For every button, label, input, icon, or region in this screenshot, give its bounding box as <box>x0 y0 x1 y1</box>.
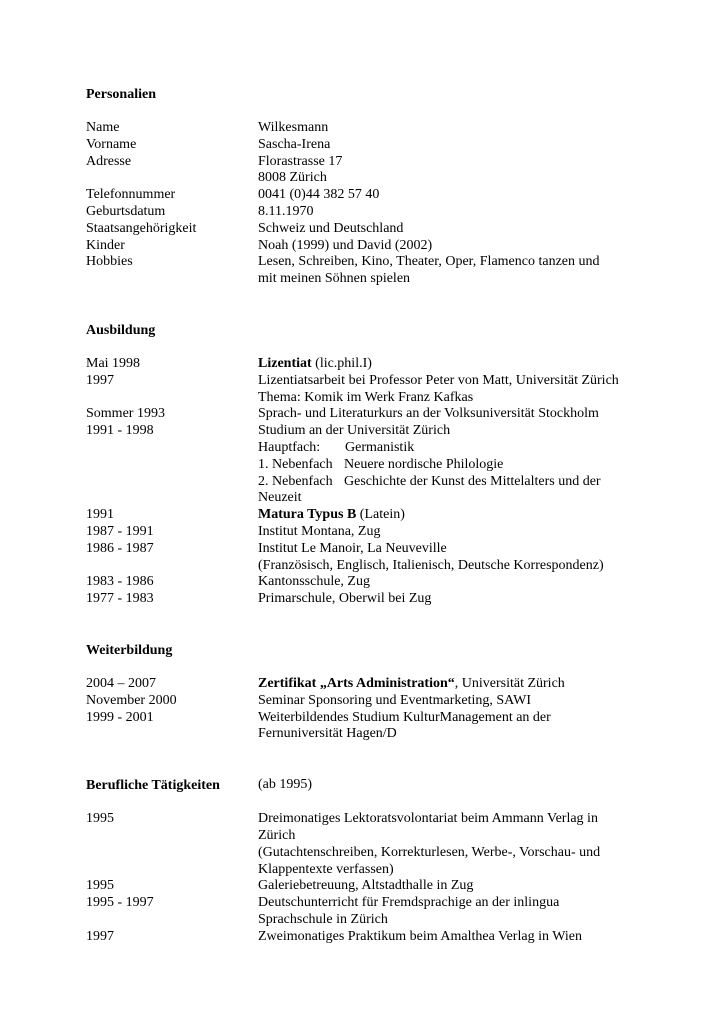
entry-label: Adresse <box>86 153 132 169</box>
entry-line: Sprach- und Literaturkurs an der Volksuniversität Stockholm <box>258 406 599 422</box>
section-title-personalien: Personalien <box>86 87 156 102</box>
section-title-ausbildung: Ausbildung <box>86 322 156 338</box>
entry-row <box>86 895 666 929</box>
subject-label: Hauptfach: <box>258 439 321 455</box>
entry-line: Weiterbildendes Studium KulturManagement an der <box>258 709 551 725</box>
entry-label: Mai 1998 <box>86 355 141 371</box>
entry-title: Zertifikat „Arts Administration“ <box>258 675 455 691</box>
ausbildung-list <box>86 356 666 608</box>
entry-row <box>86 693 666 710</box>
entry-label: 2004 – 2007 <box>86 675 156 691</box>
entry-label: Telefonnummer <box>86 187 176 203</box>
subject-name: Germanistik <box>345 439 415 455</box>
entry-label: 1986 - 1987 <box>86 540 154 556</box>
personalien-list <box>86 120 666 288</box>
entry-row <box>86 423 666 440</box>
section-header-beruf <box>86 777 666 794</box>
entry-label: 1999 - 2001 <box>86 709 154 725</box>
subject-name: Geschichte der Kunst des Mittelalters und der <box>344 473 601 489</box>
subject-label: 1. Nebenfach <box>258 456 333 472</box>
entry-value <box>258 204 666 221</box>
entry-value <box>258 406 666 423</box>
entry-label: 1997 <box>86 372 114 388</box>
entry-title: Lizentiat <box>258 355 312 371</box>
entry-label: Staatsangehörigkeit <box>86 220 197 236</box>
entry-value <box>258 895 666 929</box>
entry-row <box>86 238 666 255</box>
entry-row <box>86 356 666 373</box>
entry-label <box>86 457 258 474</box>
entry-line: Studium an der Universität Zürich <box>258 423 451 439</box>
entry-line: Wilkesmann <box>258 120 329 135</box>
entry-label: November 2000 <box>86 692 177 708</box>
entry-value <box>258 221 666 238</box>
entry-row <box>86 154 666 188</box>
entry-value <box>258 710 666 744</box>
entry-row <box>86 676 666 693</box>
entry-value <box>258 440 666 457</box>
entry-row <box>86 490 666 507</box>
entry-line: Deutschunterricht für Fremdsprachige an der inlingua <box>258 895 560 911</box>
entry-value <box>258 490 666 507</box>
entry-row <box>86 187 666 204</box>
entry-row <box>86 406 666 423</box>
entry-value <box>258 187 666 204</box>
entry-line: Zürich <box>258 827 296 843</box>
entry-value <box>258 154 666 188</box>
entry-line: Klappentexte verfassen) <box>258 861 394 877</box>
entry-row <box>86 878 666 895</box>
entry-value <box>258 137 666 154</box>
entry-value <box>258 693 666 710</box>
entry-line: 8.11.1970 <box>258 203 314 219</box>
entry-line: (Französisch, Englisch, Italienisch, Deutsche Korrespondenz) <box>258 557 604 573</box>
entry-line: 8008 Zürich <box>258 170 327 186</box>
entry-detail: (Latein) <box>356 507 405 523</box>
entry-row <box>86 137 666 154</box>
entry-line: Lesen, Schreiben, Kino, Theater, Oper, Flamenco tanzen und <box>258 254 600 270</box>
entry-value <box>258 356 666 373</box>
entry-label <box>86 474 258 491</box>
entry-detail: (lic.phil.I) <box>311 355 372 371</box>
weiterbildung-list <box>86 676 666 743</box>
entry-value <box>258 457 666 474</box>
entry-label: 1995 <box>86 811 114 827</box>
entry-value <box>258 238 666 255</box>
entry-line: Institut Montana, Zug <box>258 523 381 539</box>
entry-line: Neuzeit <box>258 490 302 506</box>
beruf-since: (ab 1995) <box>258 777 313 793</box>
entry-line: Galeriebetreuung, Altstadthalle in Zug <box>258 878 474 894</box>
entry-line: Florastrasse 17 <box>258 153 343 169</box>
entry-row <box>86 811 666 878</box>
entry-value <box>258 120 666 137</box>
entry-row <box>86 541 666 575</box>
entry-line: Fernuniversität Hagen/D <box>258 726 397 742</box>
subject-label: 2. Nebenfach <box>258 473 333 489</box>
entry-line: Sprachschule in Zürich <box>258 911 388 927</box>
entry-row <box>86 929 666 946</box>
entry-value <box>258 254 666 288</box>
entry-line: Primarschule, Oberwil bei Zug <box>258 591 432 607</box>
entry-value <box>258 591 666 608</box>
entry-row <box>86 254 666 288</box>
entry-row <box>86 574 666 591</box>
entry-row <box>86 457 666 474</box>
entry-line: 0041 (0)44 382 57 40 <box>258 187 380 203</box>
entry-value <box>258 811 666 878</box>
entry-line: Dreimonatiges Lektoratsvolontariat beim Ammann Verlag in <box>258 811 598 827</box>
subject-name: Neuere nordische Philologie <box>344 456 504 472</box>
entry-value <box>258 878 666 895</box>
entry-label: 1995 - 1997 <box>86 895 154 911</box>
entry-label: 1987 - 1991 <box>86 523 154 539</box>
entry-row <box>86 373 666 407</box>
entry-label <box>86 490 258 507</box>
entry-line: mit meinen Söhnen spielen <box>258 271 411 287</box>
entry-value <box>258 574 666 591</box>
entry-label: 1977 - 1983 <box>86 591 154 607</box>
entry-row <box>86 204 666 221</box>
entry-label: 1997 <box>86 928 114 944</box>
entry-row <box>86 120 666 137</box>
entry-value <box>258 524 666 541</box>
section-title-beruf: Berufliche Tätigkeiten <box>86 778 220 794</box>
entry-row <box>86 591 666 608</box>
entry-line: Zweimonatiges Praktikum beim Amalthea Verlag in Wien <box>258 928 582 944</box>
entry-row <box>86 507 666 524</box>
entry-value <box>258 676 666 693</box>
entry-value <box>258 929 666 946</box>
entry-line: Institut Le Manoir, La Neuveville <box>258 540 447 556</box>
entry-value <box>258 423 666 440</box>
entry-label: 1995 <box>86 878 114 894</box>
entry-line: Lizentiatsarbeit bei Professor Peter von Matt, Universität Zürich <box>258 372 619 388</box>
entry-value <box>258 373 666 407</box>
entry-row <box>86 474 666 491</box>
entry-label: Geburtsdatum <box>86 203 166 219</box>
entry-row <box>86 221 666 238</box>
cv-page <box>86 86 666 945</box>
entry-label: 1983 - 1986 <box>86 574 154 590</box>
entry-line: Noah (1999) und David (2002) <box>258 237 433 253</box>
entry-label: Vorname <box>86 136 137 152</box>
entry-row <box>86 440 666 457</box>
entry-title: Matura Typus B <box>258 507 357 523</box>
entry-value <box>258 507 666 524</box>
entry-label: Name <box>86 120 120 135</box>
entry-label <box>86 440 258 457</box>
entry-line: (Gutachtenschreiben, Korrekturlesen, Werbe-, Vorschau- und <box>258 844 601 860</box>
entry-line: Seminar Sponsoring und Eventmarketing, SAWI <box>258 692 532 708</box>
entry-row <box>86 524 666 541</box>
entry-label: 1991 <box>86 507 114 523</box>
entry-value <box>258 474 666 491</box>
entry-row <box>86 710 666 744</box>
section-title-weiterbildung: Weiterbildung <box>86 642 173 658</box>
entry-label: Hobbies <box>86 254 133 270</box>
entry-detail: , Universität Zürich <box>454 675 565 691</box>
entry-label: Sommer 1993 <box>86 406 165 422</box>
entry-line: Schweiz und Deutschland <box>258 220 404 236</box>
entry-line: Thema: Komik im Werk Franz Kafkas <box>258 389 474 405</box>
entry-line: Kantonsschule, Zug <box>258 574 370 590</box>
entry-label: Kinder <box>86 237 125 253</box>
beruf-list <box>86 811 666 945</box>
entry-line: Sascha-Irena <box>258 136 331 152</box>
entry-value <box>258 541 666 575</box>
entry-label: 1991 - 1998 <box>86 423 154 439</box>
